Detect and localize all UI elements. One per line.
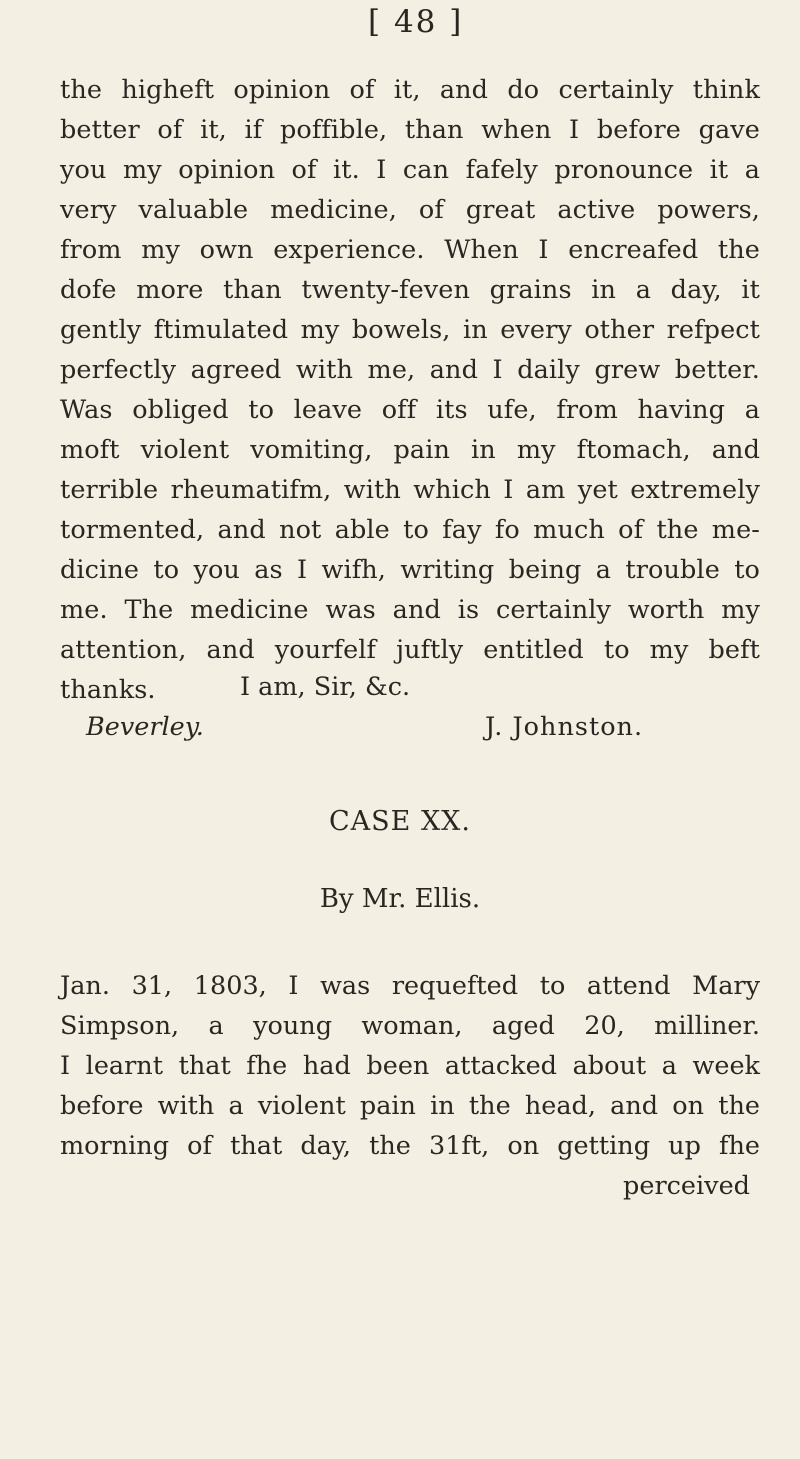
- letter-signature: J. Johnston.: [485, 712, 644, 742]
- letter-line: dofe more than twenty-feven grains in a day, it: [60, 275, 760, 305]
- letter-line: moft violent vomiting, pain in my ftomach, and: [60, 435, 760, 465]
- letter-line: you my opinion of it. I can fafely pronounce it a: [60, 155, 760, 185]
- letter-line: from my own experience. When I encreafed the: [60, 235, 760, 265]
- letter-line: perfectly agreed with me, and I daily grew better.: [60, 355, 760, 385]
- letter-line: dicine to you as I wifh, writing being a trouble to: [60, 555, 760, 585]
- letter-line: tormented, and not able to fay fo much of the me-: [60, 515, 760, 545]
- case-line: before with a violent pain in the head, and on the: [60, 1091, 760, 1121]
- letter-line: better of it, if poffible, than when I before gave: [60, 115, 760, 145]
- letter-line: attention, and yourfelf juftly entitled to my beft: [60, 635, 760, 665]
- case-heading: CASE XX.: [329, 806, 471, 837]
- case-line: Jan. 31, 1803, I was requefted to attend Mary: [60, 971, 760, 1001]
- letter-line: Was obliged to leave off its ufe, from having a: [60, 395, 760, 425]
- case-line: Simpson, a young woman, aged 20, milliner.: [60, 1011, 760, 1041]
- letter-line: terrible rheumatifm, with which I am yet extremely: [60, 475, 760, 505]
- letter-line: very valuable medicine, of great active powers,: [60, 195, 760, 225]
- letter-place: Beverley.: [86, 712, 204, 742]
- case-body: [60, 966, 760, 1206]
- letter-line: the higheft opinion of it, and do certainly think: [60, 75, 760, 105]
- letter-line: me. The medicine was and is certainly worth my: [60, 595, 760, 625]
- case-line: morning of that day, the 31ft, on getting up fhe: [60, 1131, 760, 1161]
- letter-line: gently ftimulated my bowels, in every other refpect: [60, 315, 760, 345]
- catchword: perceived: [623, 1171, 750, 1201]
- case-line: I learnt that fhe had been attacked about a week: [60, 1051, 760, 1081]
- page-number: [ 48 ]: [368, 4, 464, 40]
- letter-body: [60, 70, 760, 710]
- case-byline: By Mr. Ellis.: [319, 884, 481, 914]
- letter-line-last: thanks.: [60, 675, 156, 705]
- letter-closing: I am, Sir, &c.: [240, 672, 411, 702]
